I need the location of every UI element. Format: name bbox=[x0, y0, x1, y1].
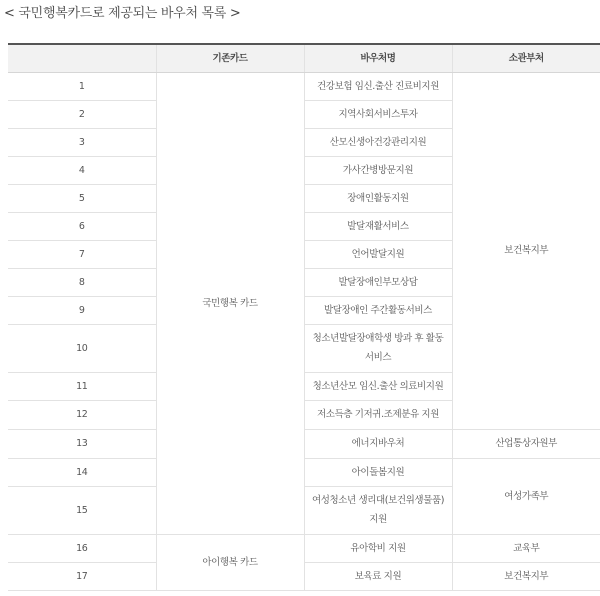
voucher-name: 여성청소년 생리대(보건위생물품)지원 bbox=[304, 486, 452, 534]
header-voucher: 바우처명 bbox=[304, 44, 452, 72]
table-row bbox=[8, 562, 600, 590]
row-number: 12 bbox=[8, 400, 156, 429]
row-number: 14 bbox=[8, 458, 156, 486]
ministry-cell: 교육부 bbox=[452, 534, 600, 562]
voucher-name: 아이돌봄지원 bbox=[304, 458, 452, 486]
row-number: 4 bbox=[8, 156, 156, 184]
voucher-name: 건강보험 임신.출산 진료비지원 bbox=[304, 72, 452, 100]
voucher-name: 보육료 지원 bbox=[304, 562, 452, 590]
voucher-name: 가사간병방문지원 bbox=[304, 156, 452, 184]
ministry-cell: 보건복지부 bbox=[452, 562, 600, 590]
voucher-name: 장애인활동지원 bbox=[304, 184, 452, 212]
voucher-name: 언어발달지원 bbox=[304, 240, 452, 268]
voucher-name: 청소년발달장애학생 방과 후 활동서비스 bbox=[304, 324, 452, 372]
row-number: 6 bbox=[8, 212, 156, 240]
voucher-table bbox=[8, 43, 600, 591]
ministry-cell: 여성가족부 bbox=[452, 458, 600, 534]
row-number: 13 bbox=[8, 429, 156, 458]
voucher-name: 청소년산모 임신.출산 의료비지원 bbox=[304, 372, 452, 400]
table-row bbox=[8, 534, 600, 562]
row-number: 9 bbox=[8, 296, 156, 324]
row-number: 16 bbox=[8, 534, 156, 562]
row-number: 5 bbox=[8, 184, 156, 212]
row-number: 8 bbox=[8, 268, 156, 296]
voucher-name: 산모신생아건강관리지원 bbox=[304, 128, 452, 156]
voucher-name: 발달재활서비스 bbox=[304, 212, 452, 240]
voucher-name: 발달장애인 주간활동서비스 bbox=[304, 296, 452, 324]
voucher-name: 저소득층 기저귀.조제분유 지원 bbox=[304, 400, 452, 429]
row-number: 17 bbox=[8, 562, 156, 590]
voucher-name: 에너지바우처 bbox=[304, 429, 452, 458]
table-header-row bbox=[8, 44, 600, 72]
header-card: 기존카드 bbox=[156, 44, 304, 72]
row-number: 15 bbox=[8, 486, 156, 534]
card-group-cell: 국민행복 카드 bbox=[156, 72, 304, 534]
row-number: 1 bbox=[8, 72, 156, 100]
ministry-cell: 산업통상자원부 bbox=[452, 429, 600, 458]
table-caption: < 국민행복카드로 제공되는 바우처 목록 > bbox=[4, 6, 241, 21]
voucher-name: 유아학비 지원 bbox=[304, 534, 452, 562]
row-number: 11 bbox=[8, 372, 156, 400]
voucher-name: 지역사회서비스투자 bbox=[304, 100, 452, 128]
row-number: 10 bbox=[8, 324, 156, 372]
row-number: 2 bbox=[8, 100, 156, 128]
table-row bbox=[8, 458, 600, 486]
header-number bbox=[8, 44, 156, 72]
table-row bbox=[8, 72, 600, 100]
header-ministry: 소관부처 bbox=[452, 44, 600, 72]
row-number: 7 bbox=[8, 240, 156, 268]
card-group-cell: 아이행복 카드 bbox=[156, 534, 304, 590]
voucher-name: 발달장애인부모상담 bbox=[304, 268, 452, 296]
ministry-cell: 보건복지부 bbox=[452, 72, 600, 429]
row-number: 3 bbox=[8, 128, 156, 156]
table-row bbox=[8, 429, 600, 458]
